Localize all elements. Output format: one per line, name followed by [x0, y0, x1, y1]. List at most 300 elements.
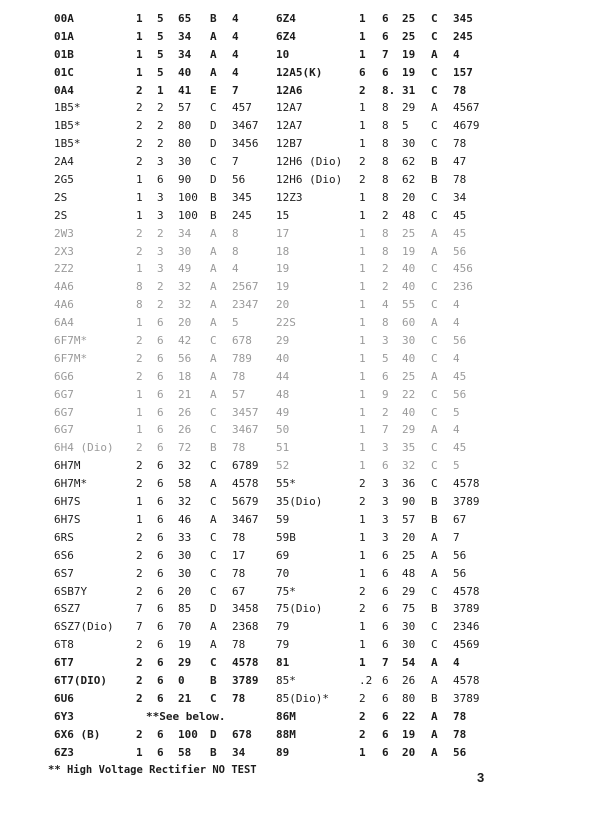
cell-e: 56: [453, 745, 467, 759]
cell-b: 2: [157, 119, 164, 133]
cell-c: 19: [402, 727, 416, 741]
cell-e: 157: [453, 65, 473, 79]
cell-t: 4A6: [54, 280, 74, 294]
cell-b: 6: [382, 638, 389, 652]
cell-d: C: [431, 137, 438, 151]
cell-e: 3789: [453, 602, 480, 616]
cell-d: A: [210, 244, 217, 258]
cell-e: 345: [232, 190, 252, 204]
cell-a: 1: [359, 334, 366, 348]
cell-b: 8: [382, 137, 389, 151]
cell-c: 58: [178, 745, 192, 759]
cell-d: C: [431, 65, 438, 79]
cell-e: 78: [232, 566, 246, 580]
cell-c: 49: [178, 262, 192, 276]
cell-a: 2: [136, 369, 143, 383]
cell-e: 4: [453, 298, 460, 312]
cell-b: 2: [157, 101, 164, 115]
cell-c: 19: [402, 244, 416, 258]
cell-c: 32: [178, 495, 192, 509]
cell-e: 4: [232, 29, 239, 43]
cell-d: A: [431, 244, 438, 258]
cell-e: 8: [232, 226, 239, 240]
cell-b: 6: [382, 369, 389, 383]
cell-b: 3: [382, 441, 389, 455]
cell-b: 6: [157, 405, 164, 419]
cell-a: 2: [359, 709, 366, 723]
cell-t: 6Z4: [276, 12, 296, 25]
cell-e: 4578: [453, 477, 480, 491]
cell-a: 1: [136, 12, 143, 25]
cell-c: 90: [178, 173, 192, 187]
cell-b: 8: [382, 226, 389, 240]
cell-t: 79: [276, 638, 290, 652]
cell-a: 1: [359, 369, 366, 383]
cell-a: 1: [359, 405, 366, 419]
cell-t: 6H7M*: [54, 477, 88, 491]
cell-c: 46: [178, 512, 192, 526]
cell-d: C: [431, 190, 438, 204]
cell-b: 3: [382, 334, 389, 348]
cell-b: 5: [157, 12, 164, 25]
cell-b: 2: [382, 208, 389, 222]
cell-d: A: [210, 512, 217, 526]
cell-c: 30: [178, 566, 192, 580]
cell-c: 25: [402, 548, 416, 562]
cell-a: 7: [136, 602, 143, 616]
cell-c: 62: [402, 155, 416, 169]
see-below-note: **See below.: [146, 709, 226, 723]
cell-t: 81: [276, 656, 290, 670]
cell-d: A: [210, 638, 217, 652]
cell-a: 1: [359, 423, 366, 437]
cell-b: 6: [382, 584, 389, 598]
cell-t: 6S7: [54, 566, 74, 580]
cell-b: 3: [157, 208, 164, 222]
cell-t: 6Z3: [54, 745, 74, 759]
cell-a: 2: [136, 566, 143, 580]
cell-d: B: [431, 602, 438, 616]
cell-b: 3: [382, 530, 389, 544]
cell-c: 57: [402, 512, 416, 526]
cell-b: 6: [382, 673, 389, 687]
cell-a: .2: [359, 673, 373, 687]
cell-t: 2W3: [54, 226, 74, 240]
cell-c: 26: [178, 405, 192, 419]
cell-t: 00A: [54, 12, 74, 25]
cell-b: 7: [382, 656, 389, 670]
cell-c: 100: [178, 727, 198, 741]
cell-c: 25: [402, 226, 416, 240]
cell-d: A: [431, 316, 438, 330]
cell-d: A: [431, 673, 438, 687]
cell-e: 4: [453, 47, 460, 61]
cell-c: 57: [178, 101, 192, 115]
cell-b: 2: [157, 298, 164, 312]
cell-t: 52: [276, 459, 290, 473]
cell-a: 1: [136, 29, 143, 43]
cell-b: 2: [382, 280, 389, 294]
cell-a: 2: [136, 638, 143, 652]
cell-t: 79: [276, 620, 290, 634]
cell-e: 78: [232, 530, 246, 544]
cell-e: 56: [232, 173, 246, 187]
cell-e: 4567: [453, 101, 480, 115]
cell-b: 6: [157, 441, 164, 455]
cell-b: 8: [382, 119, 389, 133]
cell-a: 1: [359, 119, 366, 133]
cell-c: 34: [178, 29, 192, 43]
cell-b: 6: [382, 548, 389, 562]
cell-d: B: [210, 673, 217, 687]
cell-c: 30: [402, 137, 416, 151]
cell-b: 4: [382, 298, 389, 312]
cell-t: 6H4 (Dio): [54, 441, 114, 455]
cell-a: 2: [136, 351, 143, 365]
cell-a: 2: [136, 101, 143, 115]
cell-c: 80: [178, 119, 192, 133]
cell-t: 10: [276, 47, 290, 61]
cell-t: 69: [276, 548, 290, 562]
cell-t: 35(Dio): [276, 495, 323, 509]
cell-a: 1: [136, 387, 143, 401]
cell-c: 56: [178, 351, 192, 365]
cell-c: 70: [178, 620, 192, 634]
cell-t: 12A7: [276, 101, 303, 115]
cell-e: 67: [232, 584, 246, 598]
cell-a: 2: [136, 155, 143, 169]
cell-c: 5: [402, 119, 409, 133]
cell-d: C: [210, 334, 217, 348]
cell-d: A: [431, 727, 438, 741]
cell-a: 1: [136, 495, 143, 509]
cell-d: B: [431, 495, 438, 509]
cell-e: 789: [232, 351, 252, 365]
cell-a: 1: [136, 405, 143, 419]
cell-t: 17: [276, 226, 290, 240]
cell-c: 100: [178, 208, 198, 222]
cell-c: 29: [402, 423, 416, 437]
cell-b: 6: [157, 423, 164, 437]
cell-d: C: [210, 405, 217, 419]
cell-a: 1: [136, 47, 143, 61]
cell-d: B: [431, 512, 438, 526]
cell-c: 25: [402, 12, 416, 25]
cell-e: 4: [232, 65, 239, 79]
cell-a: 1: [136, 745, 143, 759]
cell-d: A: [431, 47, 438, 61]
cell-d: B: [210, 441, 217, 455]
cell-c: 30: [178, 244, 192, 258]
cell-d: C: [431, 351, 438, 365]
cell-d: C: [431, 208, 438, 222]
cell-c: 62: [402, 173, 416, 187]
cell-t: 75(Dio): [276, 602, 323, 616]
cell-b: 9: [382, 387, 389, 401]
cell-d: C: [431, 83, 438, 97]
cell-t: 1B5*: [54, 119, 81, 133]
cell-a: 1: [359, 244, 366, 258]
cell-b: 2: [157, 137, 164, 151]
cell-b: 8: [382, 155, 389, 169]
cell-e: 45: [453, 441, 467, 455]
cell-c: 21: [178, 387, 192, 401]
cell-a: 1: [136, 423, 143, 437]
cell-t: 2X3: [54, 244, 74, 258]
cell-e: 245: [232, 208, 252, 222]
cell-b: 6: [157, 548, 164, 562]
cell-t: 6S6: [54, 548, 74, 562]
cell-t: 12H6 (Dio): [276, 155, 343, 169]
cell-d: A: [431, 226, 438, 240]
cell-b: 6: [382, 65, 389, 79]
cell-c: 54: [402, 656, 416, 670]
cell-a: 2: [136, 530, 143, 544]
cell-d: A: [431, 745, 438, 759]
cell-c: 26: [402, 673, 416, 687]
cell-d: C: [431, 459, 438, 473]
cell-d: A: [210, 65, 217, 79]
cell-e: 4: [232, 12, 239, 25]
cell-b: 3: [382, 477, 389, 491]
cell-d: C: [431, 584, 438, 598]
cell-b: 7: [382, 423, 389, 437]
cell-t: 22S: [276, 316, 296, 330]
cell-e: 78: [453, 137, 467, 151]
cell-t: 51: [276, 441, 290, 455]
cell-e: 3789: [453, 495, 480, 509]
cell-b: 8: [382, 101, 389, 115]
cell-c: 75: [402, 602, 416, 616]
cell-a: 2: [359, 173, 366, 187]
cell-t: 12H6 (Dio): [276, 173, 343, 187]
cell-e: 4679: [453, 119, 480, 133]
cell-b: 5: [157, 47, 164, 61]
cell-e: 56: [453, 387, 467, 401]
cell-b: 6: [157, 745, 164, 759]
cell-b: 2: [157, 226, 164, 240]
cell-e: 2346: [453, 620, 480, 634]
cell-b: 3: [382, 512, 389, 526]
cell-b: 6: [157, 566, 164, 580]
cell-t: 88M: [276, 727, 296, 741]
cell-e: 45: [453, 369, 467, 383]
cell-d: C: [431, 405, 438, 419]
cell-b: 6: [157, 727, 164, 741]
cell-t: 20: [276, 298, 290, 312]
cell-e: 3457: [232, 405, 259, 419]
cell-a: 1: [359, 548, 366, 562]
cell-c: 65: [178, 12, 192, 25]
cell-a: 2: [359, 691, 366, 705]
cell-d: A: [210, 387, 217, 401]
cell-d: A: [210, 47, 217, 61]
cell-e: 678: [232, 727, 252, 741]
cell-e: 236: [453, 280, 473, 294]
cell-c: 30: [178, 155, 192, 169]
cell-t: 6H7S: [54, 512, 81, 526]
cell-e: 457: [232, 101, 252, 115]
cell-e: 4: [232, 262, 239, 276]
cell-e: 2368: [232, 620, 259, 634]
cell-a: 1: [359, 29, 366, 43]
cell-a: 2: [359, 155, 366, 169]
cell-c: 40: [178, 65, 192, 79]
cell-c: 29: [402, 584, 416, 598]
cell-d: A: [431, 369, 438, 383]
cell-b: 6: [157, 477, 164, 491]
cell-d: C: [210, 548, 217, 562]
cell-d: A: [431, 548, 438, 562]
cell-e: 17: [232, 548, 246, 562]
cell-e: 78: [453, 727, 467, 741]
cell-t: 6SZ7(Dio): [54, 620, 114, 634]
cell-a: 1: [359, 208, 366, 222]
cell-b: 8: [382, 190, 389, 204]
cell-c: 20: [178, 584, 192, 598]
cell-a: 1: [136, 190, 143, 204]
cell-c: 26: [178, 423, 192, 437]
cell-a: 1: [359, 512, 366, 526]
cell-c: 22: [402, 387, 416, 401]
cell-d: C: [431, 119, 438, 133]
cell-e: 7: [232, 83, 239, 97]
cell-b: 6: [382, 620, 389, 634]
cell-e: 3458: [232, 602, 259, 616]
cell-d: A: [210, 280, 217, 294]
cell-c: 33: [178, 530, 192, 544]
cell-a: 2: [136, 137, 143, 151]
cell-b: 6: [382, 745, 389, 759]
cell-b: 8.: [382, 83, 396, 97]
cell-a: 2: [136, 727, 143, 741]
cell-d: C: [210, 656, 217, 670]
cell-e: 3456: [232, 137, 259, 151]
cell-t: 01C: [54, 65, 74, 79]
cell-a: 6: [359, 65, 366, 79]
cell-t: 6F7M*: [54, 334, 88, 348]
cell-c: 48: [402, 566, 416, 580]
cell-t: 48: [276, 387, 290, 401]
cell-b: 6: [157, 351, 164, 365]
cell-b: 5: [382, 351, 389, 365]
cell-b: 6: [157, 495, 164, 509]
cell-t: 85*: [276, 673, 296, 687]
cell-d: D: [210, 119, 217, 133]
cell-c: 58: [178, 477, 192, 491]
cell-t: 2A4: [54, 155, 74, 169]
cell-e: 67: [453, 512, 467, 526]
cell-b: 6: [157, 602, 164, 616]
cell-t: 49: [276, 405, 290, 419]
cell-a: 1: [136, 262, 143, 276]
cell-c: 42: [178, 334, 192, 348]
cell-a: 2: [136, 441, 143, 455]
cell-d: A: [210, 351, 217, 365]
cell-b: 6: [157, 620, 164, 634]
cell-b: 6: [382, 12, 389, 25]
cell-a: 2: [136, 119, 143, 133]
cell-e: 345: [453, 12, 473, 25]
cell-d: C: [431, 387, 438, 401]
cell-b: 2: [157, 280, 164, 294]
cell-a: 8: [136, 280, 143, 294]
cell-e: 78: [232, 369, 246, 383]
cell-d: A: [210, 262, 217, 276]
cell-b: 3: [157, 262, 164, 276]
cell-e: 56: [453, 334, 467, 348]
cell-a: 1: [359, 316, 366, 330]
cell-a: 8: [136, 298, 143, 312]
cell-a: 1: [359, 298, 366, 312]
cell-b: 6: [157, 387, 164, 401]
cell-b: 6: [157, 673, 164, 687]
cell-e: 245: [453, 29, 473, 43]
cell-e: 678: [232, 334, 252, 348]
cell-c: 30: [178, 548, 192, 562]
cell-d: B: [210, 208, 217, 222]
cell-t: 44: [276, 369, 290, 383]
cell-c: 30: [402, 334, 416, 348]
cell-c: 80: [178, 137, 192, 151]
cell-c: 30: [402, 620, 416, 634]
cell-d: C: [431, 29, 438, 43]
cell-c: 32: [402, 459, 416, 473]
cell-c: 30: [402, 638, 416, 652]
cell-t: 12B7: [276, 137, 303, 151]
cell-t: 89: [276, 745, 290, 759]
cell-c: 19: [402, 47, 416, 61]
cell-t: 6X6 (B): [54, 727, 101, 741]
cell-a: 1: [359, 47, 366, 61]
cell-c: 19: [178, 638, 192, 652]
cell-c: 40: [402, 405, 416, 419]
cell-a: 1: [136, 316, 143, 330]
cell-t: 6F7M*: [54, 351, 88, 365]
cell-t: 6SB7Y: [54, 584, 88, 598]
cell-t: 2S: [54, 190, 68, 204]
cell-d: A: [431, 423, 438, 437]
cell-c: 41: [178, 83, 192, 97]
cell-t: 4A6: [54, 298, 74, 312]
cell-c: 90: [402, 495, 416, 509]
cell-t: 6H7M: [54, 459, 81, 473]
cell-t: 6T8: [54, 638, 74, 652]
cell-d: B: [431, 173, 438, 187]
cell-t: 6RS: [54, 530, 74, 544]
cell-d: C: [210, 530, 217, 544]
cell-c: 25: [402, 369, 416, 383]
cell-a: 2: [359, 584, 366, 598]
cell-d: C: [210, 495, 217, 509]
cell-b: 1: [157, 83, 164, 97]
cell-e: 45: [453, 226, 467, 240]
cell-t: 6SZ7: [54, 602, 81, 616]
cell-a: 1: [359, 566, 366, 580]
cell-e: 34: [232, 745, 246, 759]
cell-c: 29: [402, 101, 416, 115]
cell-e: 4: [453, 316, 460, 330]
cell-t: 6T7: [54, 656, 74, 670]
cell-c: 36: [402, 477, 416, 491]
cell-e: 7: [453, 530, 460, 544]
cell-e: 4569: [453, 638, 480, 652]
cell-t: 29: [276, 334, 290, 348]
cell-c: 21: [178, 691, 192, 705]
cell-e: 5679: [232, 495, 259, 509]
cell-e: 4: [232, 47, 239, 61]
cell-a: 1: [136, 65, 143, 79]
